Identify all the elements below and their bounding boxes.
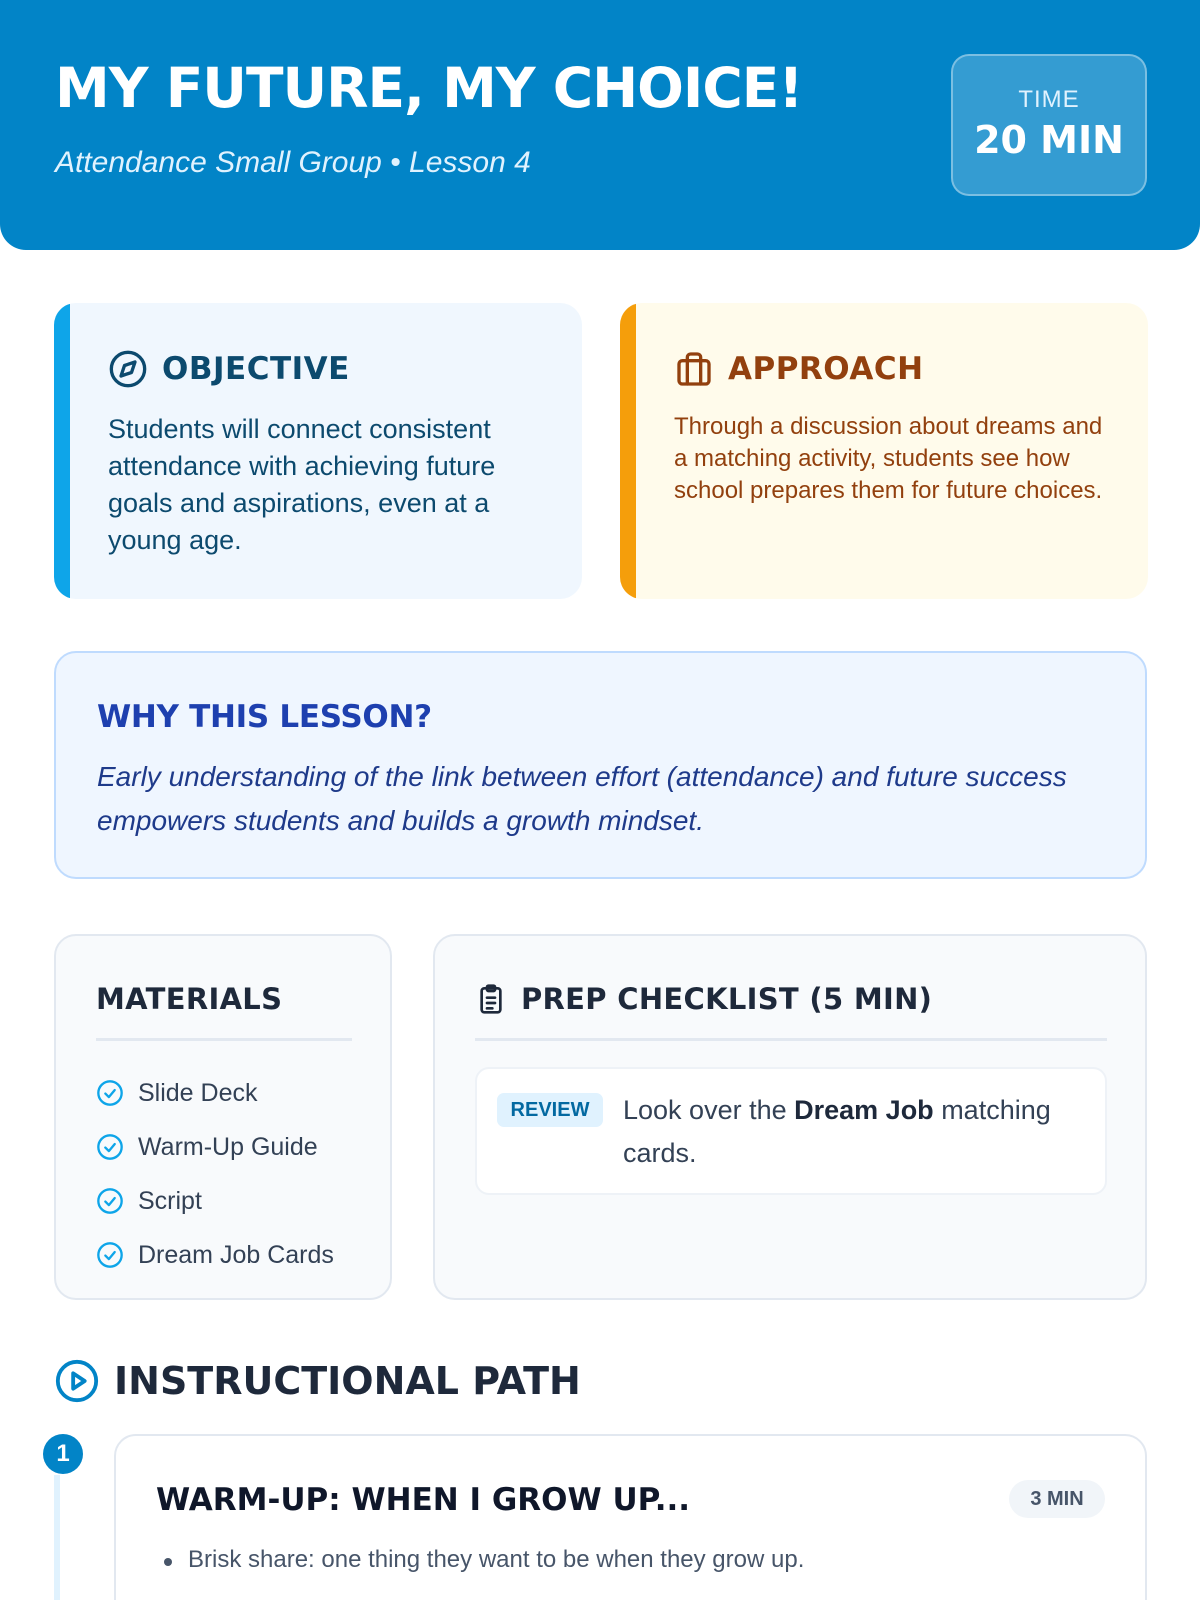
page-title: MY FUTURE, MY CHOICE! (55, 56, 803, 120)
checklist-text-end: matching cards. (623, 1095, 1051, 1168)
material-label: Dream Job Cards (138, 1240, 334, 1269)
approach-heading: APPROACH (728, 351, 924, 387)
checklist-text-bold: Dream Job (794, 1095, 934, 1125)
checklist-text-start: Look over the (623, 1095, 795, 1125)
checklist-item (475, 1067, 1107, 1195)
divider (96, 1038, 352, 1041)
time-badge (951, 54, 1147, 196)
materials-list (96, 1066, 334, 1282)
prep-heading: PREP CHECKLIST (5 MIN) (521, 982, 933, 1016)
material-item (96, 1120, 334, 1174)
approach-text: Through a discussion about dreams and a matching activity, students see how school prepares them for future choices. (674, 413, 1103, 504)
material-label: Slide Deck (138, 1078, 258, 1107)
instructional-path-heading-row (54, 1358, 581, 1404)
approach-heading-row (674, 349, 924, 389)
materials-heading-row (96, 982, 282, 1016)
step-bullet: Brisk share: one thing they want to be when they grow up. (156, 1546, 804, 1574)
play-circle-icon (54, 1358, 100, 1404)
prep-checklist-panel (433, 934, 1147, 1300)
review-badge: REVIEW (497, 1093, 603, 1127)
material-label: Script (138, 1186, 202, 1215)
instructional-path-heading: INSTRUCTIONAL PATH (114, 1359, 581, 1403)
divider (475, 1038, 1107, 1041)
step-card (114, 1434, 1147, 1600)
approach-accent-bar (620, 303, 636, 599)
material-label: Warm-Up Guide (138, 1132, 318, 1161)
timeline-line (54, 1475, 60, 1600)
why-text: Early understanding of the link between effort (attendance) and future success empowers students and builds a growth mindset. (97, 761, 1067, 836)
time-label: TIME (1018, 86, 1080, 113)
objective-heading-row (108, 349, 350, 389)
why-lesson-box (54, 651, 1147, 879)
check-circle-icon (96, 1187, 124, 1215)
objective-heading: OBJECTIVE (162, 351, 350, 387)
step-bullet-list (156, 1546, 804, 1574)
why-heading: WHY THIS LESSON? (97, 699, 432, 735)
material-item (96, 1066, 334, 1120)
lesson-header (0, 0, 1200, 250)
step-number-badge: 1 (43, 1434, 83, 1474)
objective-accent-bar (54, 303, 70, 599)
time-value: 20 MIN (974, 118, 1124, 162)
check-circle-icon (96, 1079, 124, 1107)
step-title: WARM-UP: WHEN I GROW UP... (156, 1482, 691, 1518)
materials-panel (54, 934, 392, 1300)
check-circle-icon (96, 1133, 124, 1161)
clipboard-icon (475, 982, 507, 1016)
briefcase-icon (674, 349, 714, 389)
material-item (96, 1228, 334, 1282)
material-item (96, 1174, 334, 1228)
objective-text: Students will connect consistent attendance with achieving future goals and aspirations, even at a young age. (108, 414, 496, 555)
page-subtitle: Attendance Small Group • Lesson 4 (55, 146, 531, 179)
step-time-badge: 3 MIN (1009, 1480, 1105, 1518)
check-circle-icon (96, 1241, 124, 1269)
compass-icon (108, 349, 148, 389)
materials-heading: MATERIALS (96, 982, 283, 1016)
objective-card (54, 303, 582, 599)
approach-card (620, 303, 1148, 599)
prep-heading-row (475, 982, 932, 1016)
checklist-item-text (623, 1089, 1083, 1175)
